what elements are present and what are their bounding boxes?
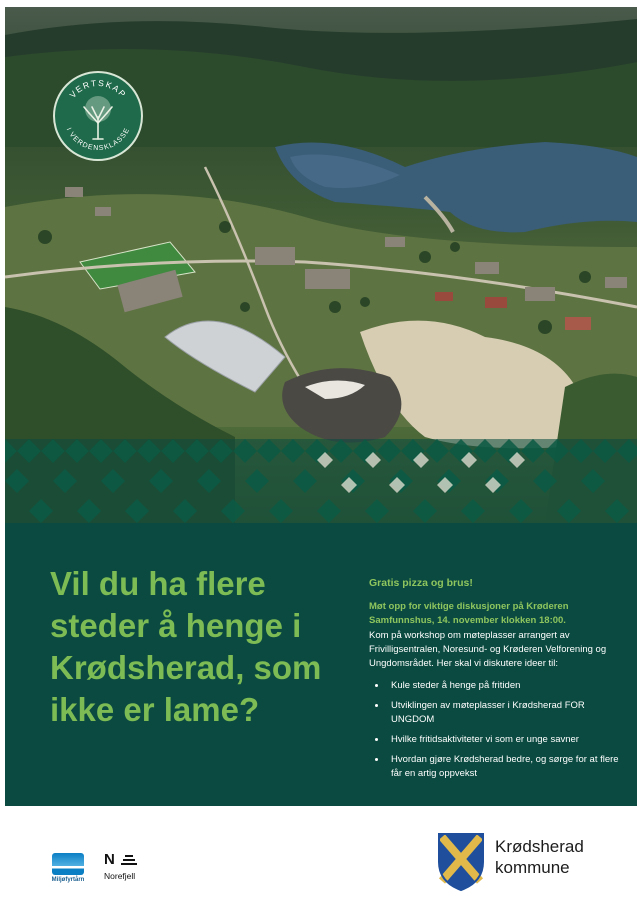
list-item: • Hvordan gjøre Krødsherad bedre, og sørge for at flere får en artig oppvekst bbox=[387, 753, 619, 781]
kommune-name-line2: kommune bbox=[495, 858, 570, 877]
kommune-name-line1: Krødsherad bbox=[495, 837, 584, 856]
meet-line: Møt opp for viktige diskusjoner på Krøderen Samfunnshus, 14. november klokken 18:00. bbox=[369, 601, 569, 626]
vertskap-badge bbox=[53, 71, 143, 161]
idea-list bbox=[369, 679, 619, 781]
pizza-line: Gratis pizza og brus! bbox=[369, 577, 473, 589]
norefjell-icon bbox=[121, 855, 137, 865]
info-panel bbox=[5, 523, 637, 806]
badge-bottom-text: I VERDENSKLASSE bbox=[64, 126, 132, 153]
list-item: • Hvilke fritidsaktiviteter vi som er unge savner bbox=[387, 733, 619, 747]
workshop-description: Kom på workshop om møteplasser arrangert av Frivilligsentralen, Noresund- og Krøderen Velforening og Ungdomsrådet. Her skal vi diskutere ideer til: bbox=[369, 630, 607, 669]
krodsherad-kommune-logo bbox=[437, 832, 617, 892]
badge-top-text: VERTSKAP bbox=[67, 77, 129, 100]
norefjell-label: Norefjell bbox=[104, 871, 136, 881]
aerial-photo bbox=[5, 7, 637, 523]
headline: Vil du ha flere steder å henge i Krødsherad, som ikke er lame? bbox=[50, 565, 322, 728]
list-item: • Kule steder å henge på fritiden bbox=[387, 679, 619, 693]
miljofyrtarn-logo bbox=[49, 853, 87, 889]
list-item: • Utviklingen av møteplasser i Krødsherad FOR UNGDOM bbox=[387, 699, 619, 727]
miljofyrtarn-label: Miljøfyrtårn bbox=[51, 877, 85, 883]
norefjell-logo bbox=[104, 852, 156, 881]
miljofyrtarn-icon bbox=[52, 853, 84, 875]
tree-icon bbox=[55, 73, 141, 159]
norefjell-mark: N bbox=[104, 851, 115, 868]
coat-of-arms-icon bbox=[437, 832, 485, 892]
event-info bbox=[369, 576, 619, 787]
